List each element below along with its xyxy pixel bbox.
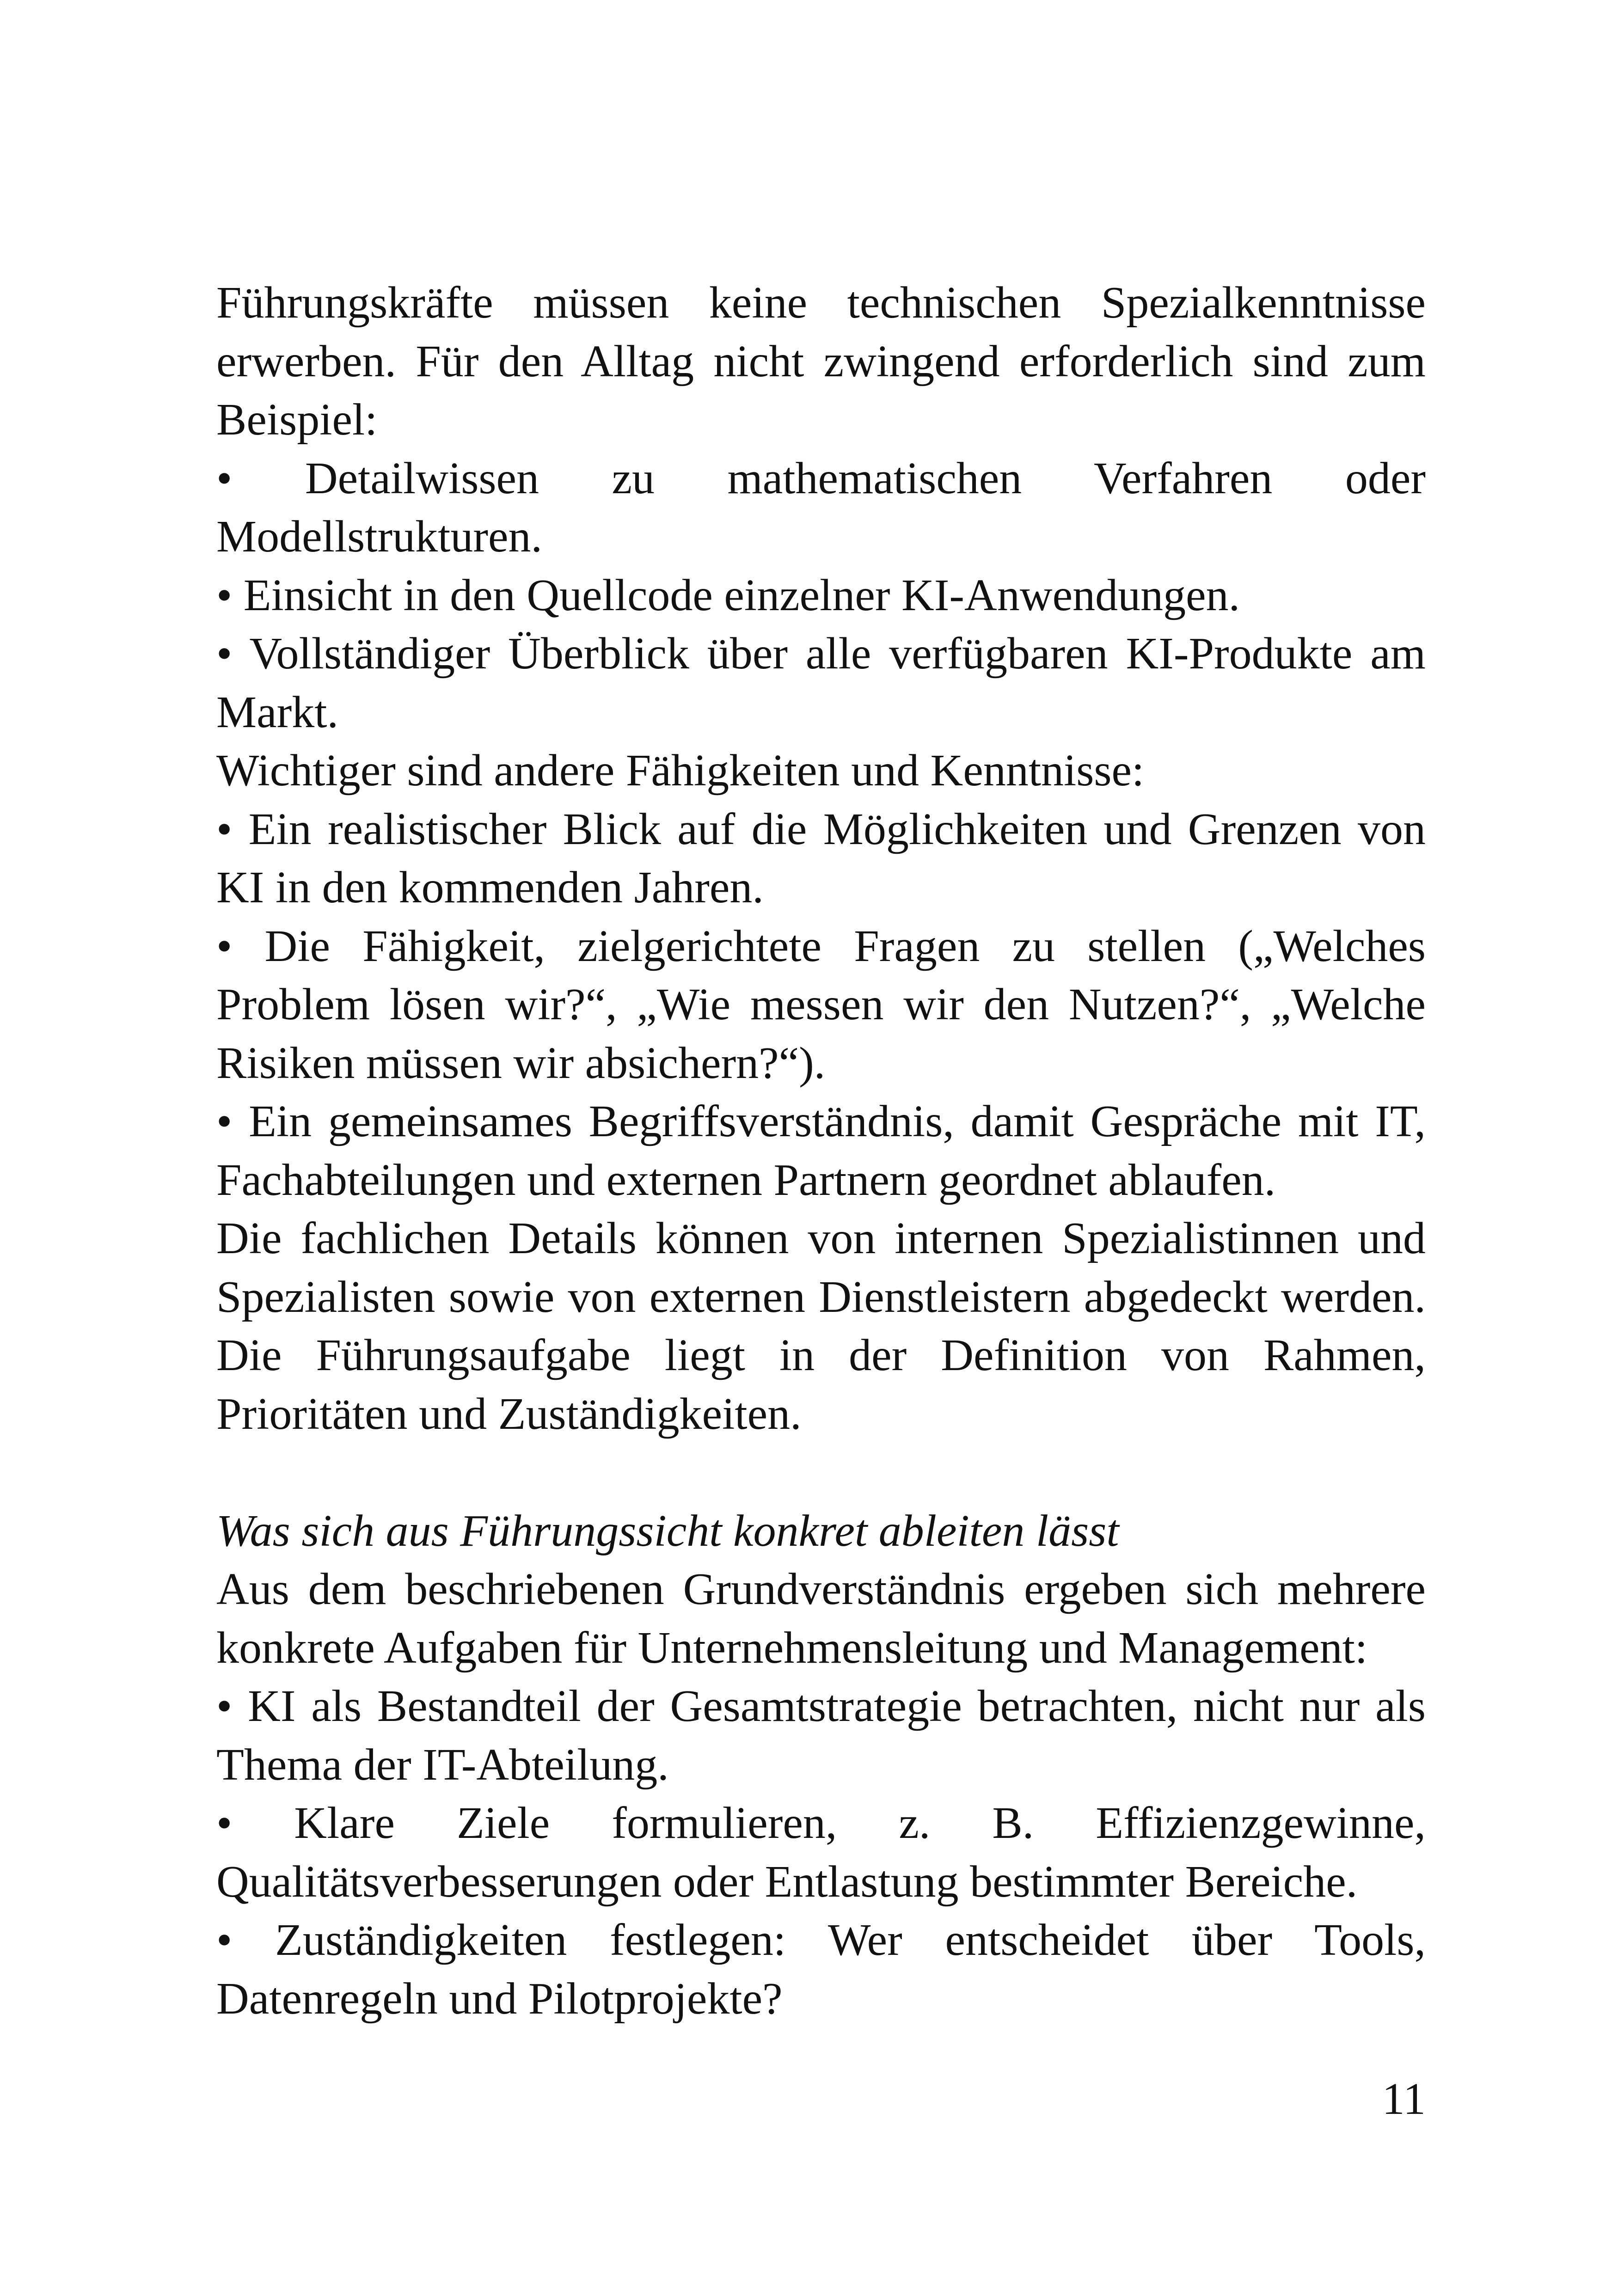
bullet-begriffsverstaendnis: • Ein gemeinsames Begriffsverständnis, damit Gespräche mit IT, Fachabteilungen und externen Partnern geordnet ablaufen. — [216, 1096, 1426, 1205]
bullet-detailwissen: • Detailwissen zu mathematischen Verfahren oder Modellstrukturen. — [216, 453, 1426, 562]
page-number: 11 — [1382, 2074, 1426, 2124]
bullet-klare-ziele: • Klare Ziele formulieren, z. B. Effizienzgewinne, Qualitätsverbesserungen oder Entlastung bestimmter Bereiche. — [216, 1798, 1426, 1907]
bullet-zustaendigkeiten: • Zuständigkeiten festlegen: Wer entscheidet über Tools, Datenregeln und Pilotprojekte? — [216, 1915, 1426, 2024]
section-one-closing: Die fachlichen Details können von internen Spezialistinnen und Spezialisten sowie von externen Dienstleistern abgedeckt werden. Die Führungsaufgabe liegt in der Definition von Rahmen, Prioritäten und Zuständigkeiten. — [216, 1213, 1426, 1439]
bullet-gesamtstrategie: • KI als Bestandteil der Gesamtstrategie betrachten, nicht nur als Thema der IT-Abteilung. — [216, 1681, 1426, 1790]
bullet-fragen-stellen: • Die Fähigkeit, zielgerichtete Fragen zu stellen („Welches Problem lösen wir?“, „Wie messen wir den Nutzen?“, „Welche Risiken müssen wir absichern?“). — [216, 921, 1426, 1088]
section-one-transition: Wichtiger sind andere Fähigkeiten und Kenntnisse: — [216, 746, 1145, 796]
bullet-ueberblick: • Vollständiger Überblick über alle verfügbaren KI-Produkte am Markt. — [216, 629, 1426, 737]
section-spacer — [216, 1443, 1426, 1502]
section-two-heading: Was sich aus Führungssicht konkret ableiten lässt — [216, 1506, 1119, 1556]
body-text — [216, 274, 1426, 2028]
section-one-intro: Führungskräfte müssen keine technischen Spezialkenntnisse erwerben. Für den Alltag nicht zwingend erforderlich sind zum Beispiel: — [216, 278, 1426, 445]
bullet-realistischer-blick: • Ein realistischer Blick auf die Möglichkeiten und Grenzen von KI in den kommenden Jahren. — [216, 804, 1426, 912]
section-two-intro: Aus dem beschriebenen Grundverständnis ergeben sich mehrere konkrete Aufgaben für Unternehmensleitung und Management: — [216, 1564, 1426, 1673]
bullet-quellcode: • Einsicht in den Quellcode einzelner KI-Anwendungen. — [216, 570, 1240, 620]
